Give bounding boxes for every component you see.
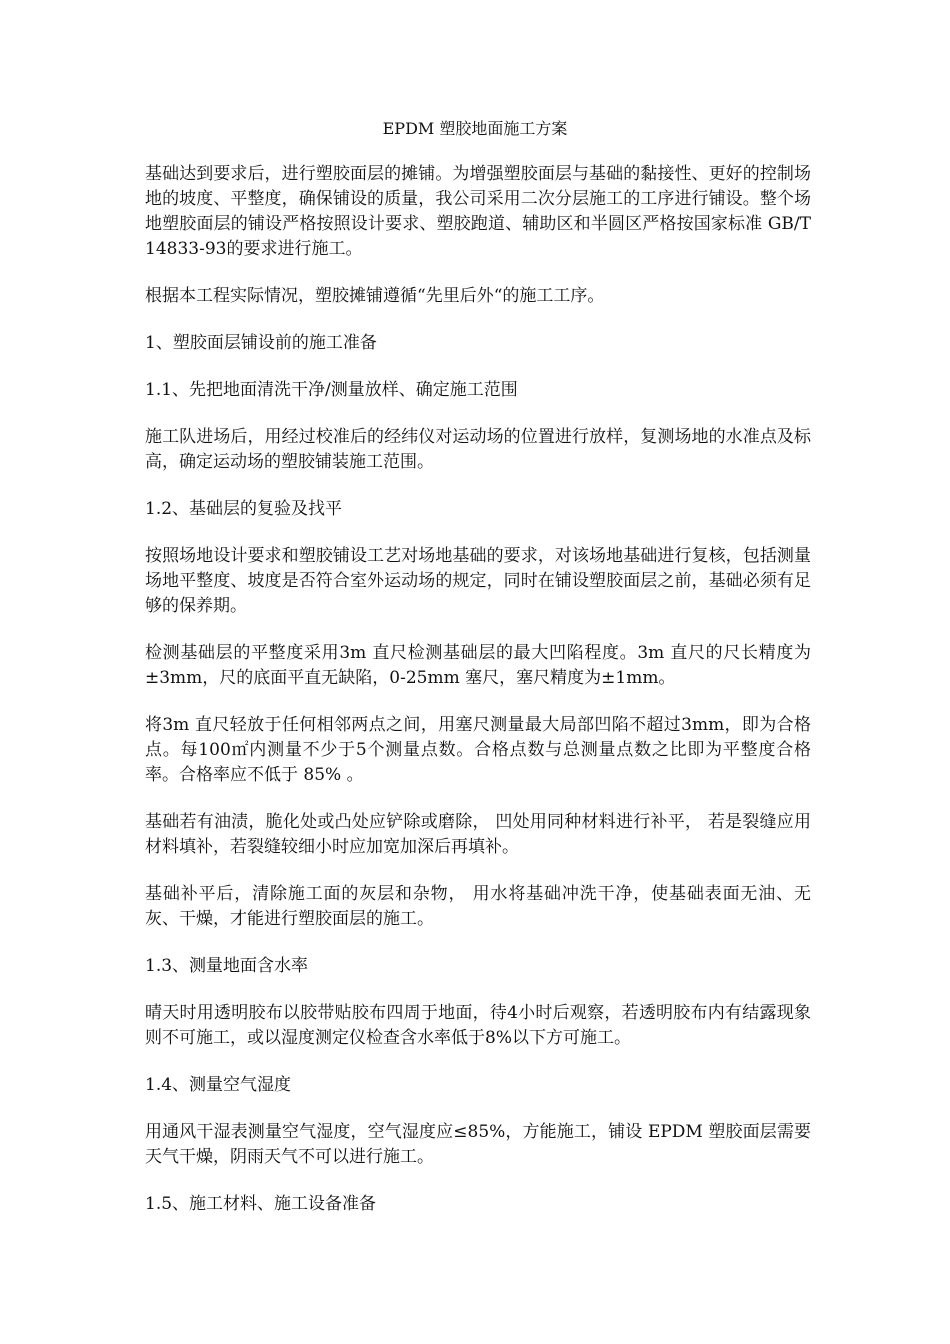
paragraph-flatness-method: 检测基础层的平整度采用3m 直尺检测基础层的最大凹陷程度。3m 直尺的尺长精度为±3mm，尺的底面平直无缺陷，0-25mm 塞尺，塞尺精度为±1mm。 [145,643,811,688]
paragraph-base-cleaning: 基础补平后，清除施工面的灰层和杂物， 用水将基础冲洗干净，使基础表面无油、无灰、干燥，才能进行塑胶面层的施工。 [145,884,811,929]
paragraph-sequence: 根据本工程实际情况，塑胶摊铺遵循“先里后外“的施工工序。 [145,286,605,306]
paragraph-survey: 施工队进场后，用经过校准后的经纬仪对运动场的位置进行放样，复测场地的水准点及标高，确定运动场的塑胶铺装施工范围。 [145,427,811,472]
section-heading-1-2: 1.2、基础层的复验及找平 [145,499,343,519]
document-body [145,162,811,1239]
paragraph-base-check: 按照场地设计要求和塑胶铺设工艺对场地基础的要求，对该场地基础进行复核，包括测量场地平整度、坡度是否符合室外运动场的规定，同时在铺设塑胶面层之前，基础必须有足够的保养期。 [145,546,811,616]
section-heading-1-1: 1.1、先把地面清洗干净/测量放样、确定施工范围 [145,380,518,400]
section-heading-1-4: 1.4、测量空气湿度 [145,1075,292,1095]
paragraph-flatness-criteria: 将3m 直尺轻放于任何相邻两点之间，用塞尺测量最大局部凹陷不超过3mm，即为合格点。每100㎡内测量不少于5个测量点数。合格点数与总测量点数之比即为平整度合格率。合格率应不低于 85% 。 [145,715,811,785]
paragraph-base-repair: 基础若有油渍，脆化处或凸处应铲除或磨除， 凹处用同种材料进行补平， 若是裂缝应用材料填补，若裂缝较细小时应加宽加深后再填补。 [145,812,811,857]
paragraph-humidity: 用通风干湿表测量空气湿度，空气湿度应≤85%，方能施工，铺设 EPDM 塑胶面层需要天气干燥，阴雨天气不可以进行施工。 [145,1122,811,1167]
document-title: EPDM 塑胶地面施工方案 [382,119,568,138]
section-heading-1-5: 1.5、施工材料、施工设备准备 [145,1194,377,1214]
section-heading-1-3: 1.3、测量地面含水率 [145,956,309,976]
paragraph-moisture: 晴天时用透明胶布以胶带贴胶布四周于地面，待4小时后观察，若透明胶布内有结露现象则不可施工，或以湿度测定仪检查含水率低于8%以下方可施工。 [145,1003,811,1048]
section-heading-1: 1、塑胶面层铺设前的施工准备 [145,333,377,353]
paragraph-intro: 基础达到要求后，进行塑胶面层的摊铺。为增强塑胶面层与基础的黏接性、更好的控制场地的坡度、平整度，确保铺设的质量，我公司采用二次分层施工的工序进行铺设。整个场地塑胶面层的铺设严格按照设计要求、塑胶跑道、辅助区和半圆区严格按国家标准 GB/T14833-93的要求进行施工。 [145,164,811,259]
